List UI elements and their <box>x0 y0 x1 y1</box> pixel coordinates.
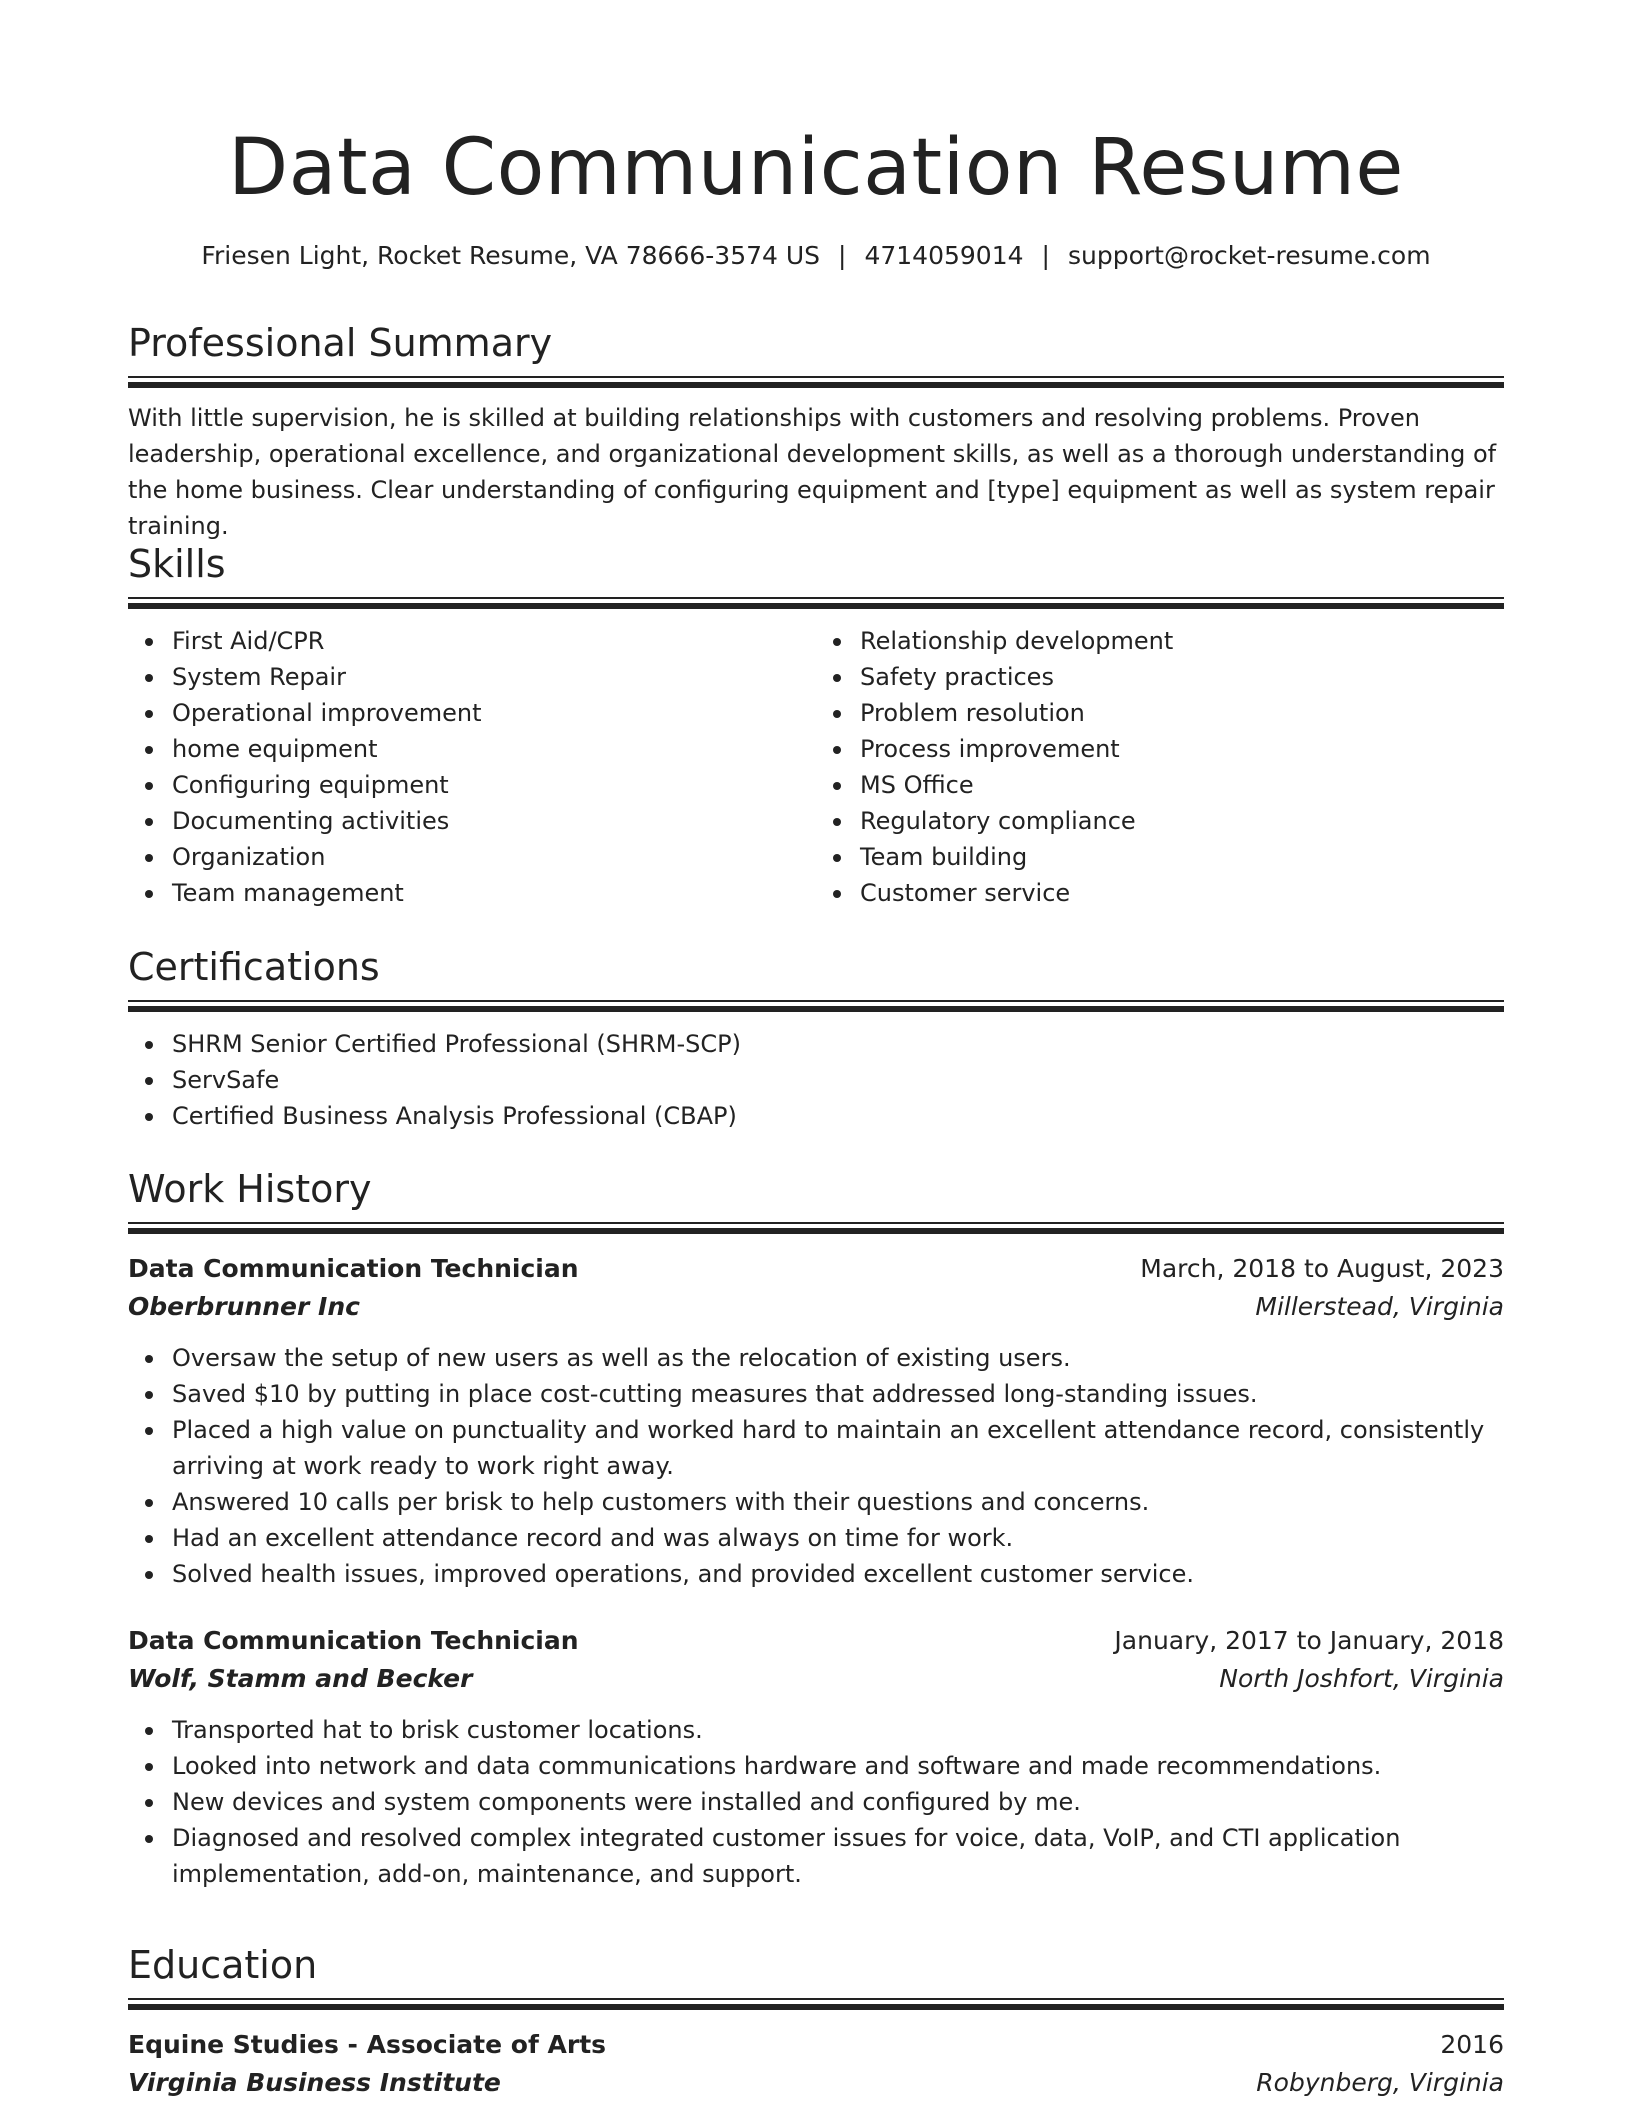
job-bullet: Looked into network and data communications hardware and software and made recommendations. <box>172 1748 1504 1784</box>
section-title-skills: Skills <box>128 542 226 586</box>
summary-text: With little supervision, he is skilled at building relationships with customers and resolving problems. Proven leadership, operational excellence, and organizational development skills, as well as a thorough understanding of the home business. Clear understanding of configuring equipment and [type] equipment as well as system repair training. <box>128 404 1497 540</box>
job-title: Data Communication Technician <box>128 1254 579 1283</box>
education-entry <box>128 2026 1504 2102</box>
job-bullets <box>128 1712 1504 1892</box>
skill-item: Regulatory compliance <box>860 803 1504 839</box>
section-education <box>128 1940 1504 2102</box>
job-subheader <box>128 1660 1504 1698</box>
job-bullet: Had an excellent attendance record and was always on time for work. <box>172 1520 1504 1556</box>
skill-item: Problem resolution <box>860 695 1504 731</box>
skills-list-left <box>128 623 816 911</box>
section-divider <box>128 1222 1504 1234</box>
job-location: North Joshfort, Virginia <box>1219 1664 1504 1693</box>
job-bullets <box>128 1340 1504 1592</box>
certification-item: SHRM Senior Certified Professional (SHRM-SCP) <box>172 1026 1504 1062</box>
job-subheader <box>128 1288 1504 1326</box>
certification-item: Certified Business Analysis Professional (CBAP) <box>172 1098 1504 1134</box>
job-bullet: Oversaw the setup of new users as well as the relocation of existing users. <box>172 1340 1504 1376</box>
certifications-list <box>128 1026 1504 1134</box>
skill-item: Team building <box>860 839 1504 875</box>
job-bullet: Solved health issues, improved operations, and provided excellent customer service. <box>172 1556 1504 1592</box>
section-divider <box>128 597 1504 609</box>
skill-item: Team management <box>172 875 816 911</box>
skill-item: Customer service <box>860 875 1504 911</box>
contact-separator: | <box>838 241 847 270</box>
skill-item: home equipment <box>172 731 816 767</box>
section-title-work: Work History <box>128 1167 372 1211</box>
certification-item: ServSafe <box>172 1062 1504 1098</box>
contact-phone: 4714059014 <box>864 241 1024 270</box>
resume-name: Data Communication Resume <box>228 123 1404 213</box>
skill-item: Documenting activities <box>172 803 816 839</box>
education-degree: Equine Studies - Associate of Arts <box>128 2030 607 2059</box>
section-title-certifications: Certifications <box>128 945 380 989</box>
contact-line <box>128 238 1504 274</box>
section-title-summary: Professional Summary <box>128 321 553 365</box>
job-dates: January, 2017 to January, 2018 <box>1114 1626 1504 1655</box>
job-dates: March, 2018 to August, 2023 <box>1140 1254 1504 1283</box>
job-bullet: Answered 10 calls per brisk to help customers with their questions and concerns. <box>172 1484 1504 1520</box>
education-header <box>128 2026 1504 2064</box>
job-entry <box>128 1622 1504 1892</box>
skill-item: Configuring equipment <box>172 767 816 803</box>
section-work-history <box>128 1164 1504 1892</box>
job-bullet: Diagnosed and resolved complex integrated customer issues for voice, data, VoIP, and CTI application implementation, add-on, maintenance, and support. <box>172 1820 1504 1892</box>
contact-address: Friesen Light, Rocket Resume, VA 78666-3574 US <box>201 241 821 270</box>
skill-item: Safety practices <box>860 659 1504 695</box>
skill-item: System Repair <box>172 659 816 695</box>
job-entry <box>128 1250 1504 1592</box>
skills-columns <box>128 623 1504 911</box>
section-skills <box>128 539 1504 911</box>
skill-item: Relationship development <box>860 623 1504 659</box>
education-school: Virginia Business Institute <box>128 2068 501 2097</box>
skill-item: Organization <box>172 839 816 875</box>
skill-item: First Aid/CPR <box>172 623 816 659</box>
section-divider <box>128 1000 1504 1012</box>
education-year: 2016 <box>1440 2030 1504 2059</box>
job-bullet: Saved $10 by putting in place cost-cutting measures that addressed long-standing issues. <box>172 1376 1504 1412</box>
contact-email: support@rocket-resume.com <box>1067 241 1431 270</box>
section-divider <box>128 1998 1504 2010</box>
job-bullet: Transported hat to brisk customer locations. <box>172 1712 1504 1748</box>
job-header <box>128 1622 1504 1660</box>
job-company: Oberbrunner Inc <box>128 1292 360 1321</box>
education-subheader <box>128 2064 1504 2102</box>
job-title: Data Communication Technician <box>128 1626 579 1655</box>
section-certifications <box>128 942 1504 1134</box>
section-divider <box>128 376 1504 388</box>
job-bullet: New devices and system components were installed and configured by me. <box>172 1784 1504 1820</box>
section-summary <box>128 318 1504 544</box>
education-location: Robynberg, Virginia <box>1256 2068 1504 2097</box>
job-header <box>128 1250 1504 1288</box>
job-company: Wolf, Stamm and Becker <box>128 1664 473 1693</box>
skills-list-right <box>816 623 1504 911</box>
job-bullet: Placed a high value on punctuality and worked hard to maintain an excellent attendance record, consistently arriving at work ready to work right away. <box>172 1412 1504 1484</box>
skill-item: Operational improvement <box>172 695 816 731</box>
contact-separator: | <box>1041 241 1050 270</box>
skill-item: Process improvement <box>860 731 1504 767</box>
job-location: Millerstead, Virginia <box>1255 1292 1504 1321</box>
skill-item: MS Office <box>860 767 1504 803</box>
section-title-education: Education <box>128 1943 318 1987</box>
